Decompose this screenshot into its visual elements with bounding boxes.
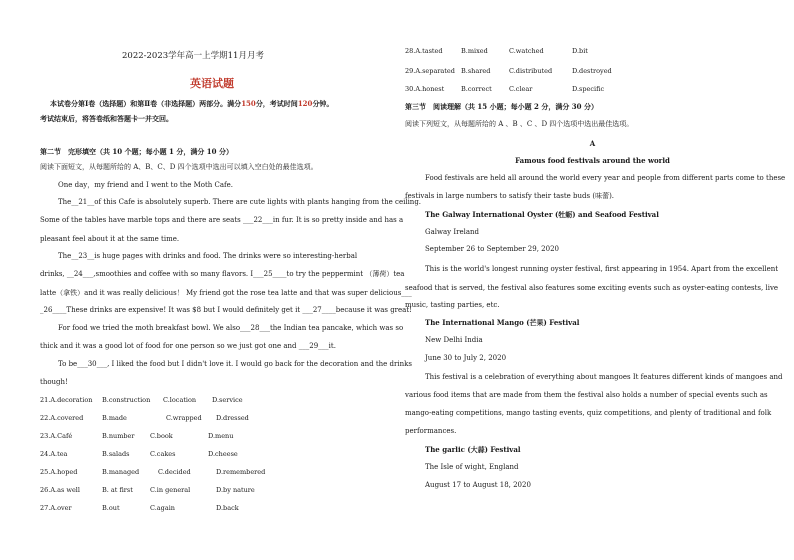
festival-date: September 26 to September 29, 2020 — [425, 245, 559, 253]
section2-heading: 第二节 完形填空（共 10 个题；每小题 1 分，满分 10 分） — [40, 147, 233, 156]
cloze-line: _26____These drinks are expensive! It was $8 but I would definitely get it ___27____because it was great! — [40, 306, 412, 314]
option-a: 30.A.honest — [405, 85, 445, 93]
festival-location: The Isle of wight, England — [425, 463, 519, 471]
option-d: D.bit — [572, 47, 588, 55]
option-c: C.watched — [509, 47, 544, 55]
option-b: B.out — [102, 504, 120, 512]
festival-date: August 17 to August 18, 2020 — [425, 481, 531, 489]
exam-note-1: 本试卷分第Ⅰ卷（选择题）和第Ⅱ卷（非选择题）两部分。满分150分，考试时间120分钟。 — [50, 99, 334, 108]
option-c: C.in general — [150, 486, 191, 494]
option-b: B.shared — [461, 67, 491, 75]
option-a: 26.A.as well — [40, 486, 80, 494]
option-c: C.decided — [158, 468, 191, 476]
option-b: B.correct — [461, 85, 492, 93]
option-c: C.wrapped — [166, 414, 202, 422]
section2-instruction: 阅读下面短文，从每题所给的 A、B、C、D 四个选项中选出可以填入空白处的最佳选项。 — [40, 163, 318, 171]
cloze-line: One day，my friend and I went to the Moth Cafe. — [58, 181, 233, 189]
option-d: D.menu — [208, 432, 234, 440]
reading-line: Food festivals are held all around the world every year and people from different parts come to these — [425, 174, 786, 182]
reading-line: mango-eating competitions, mango tasting events, quiz competitions, and plenty of traditional and folk — [405, 409, 772, 417]
option-a: 23.A.Café — [40, 432, 73, 440]
option-d: D.dressed — [216, 414, 249, 422]
option-b: B.construction — [102, 396, 151, 404]
option-a: 24.A.tea — [40, 450, 68, 458]
option-c: C.location — [163, 396, 197, 404]
subject-title: 英语试题 — [190, 77, 234, 90]
cloze-line: The__21__of this Cafe is absolutely superb. There are cute lights with plants hanging from the ceiling. — [58, 198, 422, 206]
option-c: C.book — [150, 432, 173, 440]
option-d: D.by nature — [216, 486, 255, 494]
option-c: C.again — [150, 504, 175, 512]
cloze-line: pleasant feel about it at the same time. — [40, 235, 180, 243]
option-a: 28.A.tasted — [405, 47, 443, 55]
festival-location: Galway Ireland — [425, 228, 480, 236]
passage-title: Famous food festivals around the world — [515, 156, 670, 165]
cloze-line: Some of the tables have marble tops and there are seats ___22___in fur. It is so pretty inside and has a — [40, 216, 404, 224]
option-b: B.managed — [102, 468, 140, 476]
option-a: 22.A.covered — [40, 414, 84, 422]
option-d: D.service — [212, 396, 243, 404]
option-a: 21.A.decoration — [40, 396, 93, 404]
festival-name: The garlic (大蒜) Festival — [425, 445, 521, 454]
section3-heading: 第三节 阅读理解（共 15 小题；每小题 2 分，满分 30 分） — [405, 102, 598, 111]
reading-line: seafood that is served, the festival also features some exciting events such as oyster-eating contests, live — [405, 284, 779, 292]
cloze-line: latte（拿铁）and it was really delicious！ My friend got the rose tea latte and that was super delicious___ — [40, 289, 412, 297]
reading-line: performances. — [405, 427, 457, 435]
exam-note-2: 考试结束后，将答卷纸和答题卡一并交回。 — [40, 114, 173, 123]
reading-line: This festival is a celebration of everything about mangoes It features different kinds of mangoes and — [425, 373, 783, 381]
cloze-line: To be___30___, I liked the food but I didn't love it. I would go back for the decoration and the drinks — [58, 360, 412, 368]
option-a: 27.A.over — [40, 504, 72, 512]
passage-label: A — [589, 139, 596, 148]
cloze-line: For food we tried the moth breakfast bowl. We also___28___the Indian tea pancake, which was so — [58, 324, 404, 332]
option-c: C.cakes — [150, 450, 176, 458]
option-b: B.salads — [102, 450, 130, 458]
cloze-line: thick and it was a good lot of food for one person so we just got one and ___29___it. — [40, 342, 336, 350]
festival-date: June 30 to July 2, 2020 — [425, 354, 507, 362]
festival-name: The Galway International Oyster (牡蛎) and Seafood Festival — [425, 210, 659, 219]
reading-line: This is the world's longest running oyster festival, first appearing in 1954. Apart from the excellent — [425, 265, 779, 273]
option-c: C.clear — [509, 85, 533, 93]
option-a: 29.A.separated — [405, 67, 455, 75]
reading-line: festivals in large numbers to satisfy their taste buds (味蕾). — [405, 192, 615, 200]
cloze-line: though! — [40, 378, 68, 386]
section3-instruction: 阅读下列短文，从每题所给的 A 、B 、C 、D 四个选项中选出最佳选项。 — [405, 120, 634, 128]
option-c: C.distributed — [509, 67, 553, 75]
option-b: B.made — [102, 414, 127, 422]
option-a: 25.A.hoped — [40, 468, 78, 476]
cloze-line: The__23__is huge pages with drinks and food. The drinks were so interesting-herbal — [58, 252, 358, 260]
cloze-line: drinks, __24___,smoothies and coffee with so many flavors. I___25____to try the peppermint （薄荷）tea — [40, 270, 405, 278]
exam-title: 2022-2023学年高一上学期11月月考 — [122, 51, 264, 61]
option-d: D.remembered — [216, 468, 266, 476]
reading-line: music, tasting parties, etc. — [405, 301, 500, 309]
festival-location: New Delhi India — [425, 336, 483, 344]
option-b: B.number — [102, 432, 135, 440]
festival-name: The International Mango (芒果) Festival — [425, 318, 580, 327]
reading-line: various food items that are made from them the festival also holds a number of special events such as — [405, 391, 768, 399]
option-d: D.specific — [572, 85, 605, 93]
option-b: B.mixed — [461, 47, 488, 55]
option-d: D.cheese — [208, 450, 238, 458]
option-d: D.destroyed — [572, 67, 612, 75]
option-d: D.back — [216, 504, 239, 512]
option-b: B. at first — [102, 486, 133, 494]
